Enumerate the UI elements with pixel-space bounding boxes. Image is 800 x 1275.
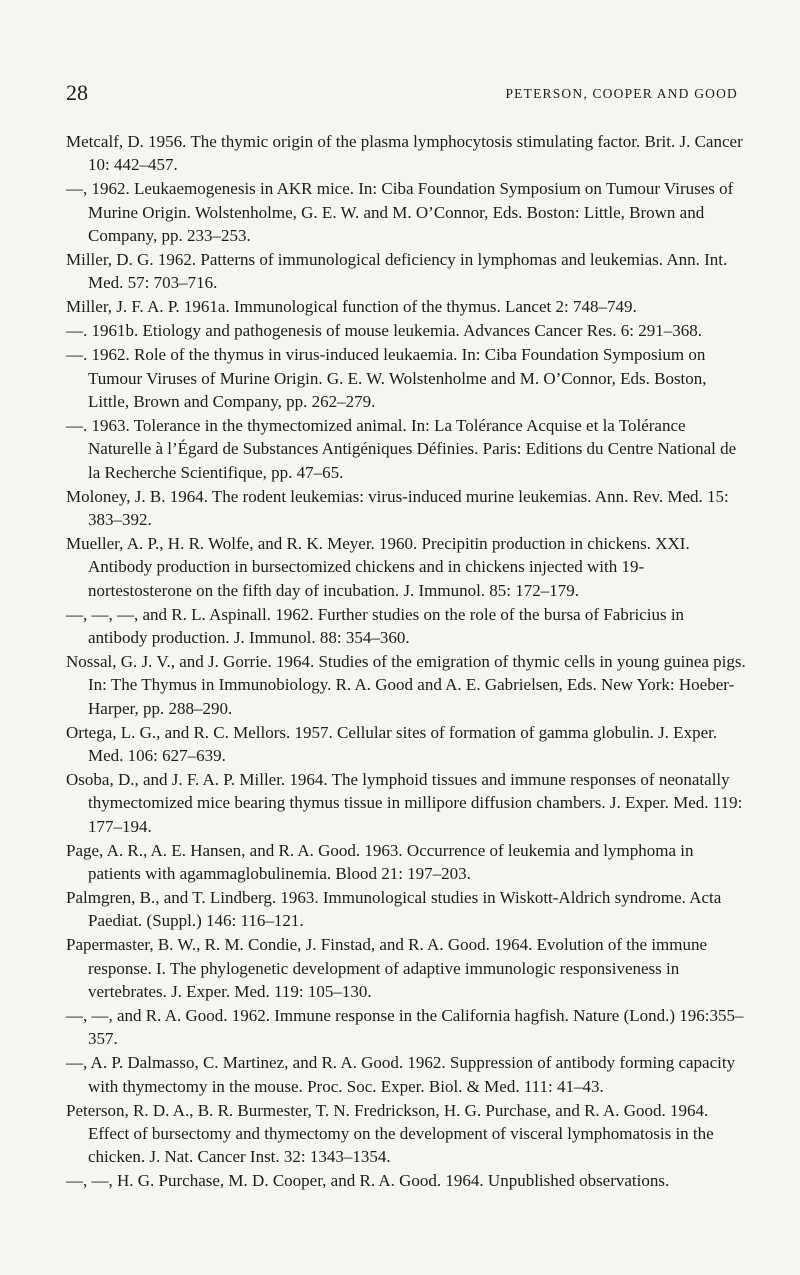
reference-entry: Miller, J. F. A. P. 1961a. Immunological function of the thymus. Lancet 2: 748–749. [66,297,637,317]
reference-entry: Palmgren, B., and T. Lindberg. 1963. Immunological studies in Wiskott-Aldrich syndrome. Acta Paediat. (Suppl.) 146: 116–121. [66,888,722,931]
reference-entry: Osoba, D., and J. F. A. P. Miller. 1964. The lymphoid tissues and immune responses of neonatally thymectomized mice bearing thymus tissue in millipore diffusion chambers. J. Exper. Med. 119: 177–194. [66,769,743,836]
reference-entry: —, —, —, and R. L. Aspinall. 1962. Further studies on the role of the bursa of Fabricius in antibody production. J. Immunol. 88: 354–360. [66,604,685,648]
page-number: 28 [66,80,88,105]
reference-entry: —, —, H. G. Purchase, M. D. Cooper, and R. A. Good. 1964. Unpublished observations. [66,1171,670,1191]
reference-entry: —, 1962. Leukaemogenesis in AKR mice. In: Ciba Foundation Symposium on Tumour Viruses of Murine Origin. Wolstenholme, G. E. W. and M. O’Connor, Eds. Boston: Little, Brown and Company, pp. 233–253. [66,179,734,246]
reference-list [66,130,746,1193]
reference-entry: Page, A. R., A. E. Hansen, and R. A. Good. 1963. Occurrence of leukemia and lymphoma in patients with agammaglobulinemia. Blood 21: 197–203. [66,840,694,884]
reference-entry: Miller, D. G. 1962. Patterns of immunological deficiency in lymphomas and leukemias. Ann. Int. Med. 57: 703–716. [66,250,728,293]
reference-entry: —, A. P. Dalmasso, C. Martinez, and R. A. Good. 1962. Suppression of antibody forming capacity with thymectomy in the mouse. Proc. Soc. Exper. Biol. & Med. 111: 41–43. [66,1053,736,1096]
reference-entry: Ortega, L. G., and R. C. Mellors. 1957. Cellular sites of formation of gamma globulin. J. Exper. Med. 106: 627–639. [66,722,718,766]
reference-entry: Papermaster, B. W., R. M. Condie, J. Finstad, and R. A. Good. 1964. Evolution of the immune response. I. The phylogenetic development of adaptive immunologic responsiveness in vertebrates. J. Exper. Med. 119: 105–130. [66,935,708,1002]
reference-entry: —. 1961b. Etiology and pathogenesis of mouse leukemia. Advances Cancer Res. 6: 291–368. [66,321,702,341]
reference-entry: Metcalf, D. 1956. The thymic origin of the plasma lymphocytosis stimulating factor. Brit. J. Cancer 10: 442–457. [66,132,743,175]
reference-entry: —. 1963. Tolerance in the thymectomized animal. In: La Tolérance Acquise et la Tolérance Naturelle à l’Égard de Substances Antigéniques Définies. Paris: Editions du Centre National de la Recherche Scientifique, pp. 47–65. [66,415,737,482]
running-head: PETERSON, COOPER AND GOOD [505,86,738,101]
reference-entry: Peterson, R. D. A., B. R. Burmester, T. N. Fredrickson, H. G. Purchase, and R. A. Good. 1964. Effect of bursectomy and thymectomy on the development of visceral lymphomatosis in the chicken. J. Nat. Cancer Inst. 32: 1343–1354. [66,1100,714,1167]
reference-entry: Nossal, G. J. V., and J. Gorrie. 1964. Studies of the emigration of thymic cells in young guinea pigs. In: The Thymus in Immunobiology. R. A. Good and A. E. Gabrielsen, Eds. New York: Hoeber-Harper, pp. 288–290. [66,651,746,718]
reference-entry: Mueller, A. P., H. R. Wolfe, and R. K. Meyer. 1960. Precipitin production in chickens. XXI. Antibody production in bursectomized chickens and in chickens injected with 19-nortestosterone on the fifth day of incubation. J. Immunol. 85: 172–179. [66,533,690,600]
reference-entry: —. 1962. Role of the thymus in virus-induced leukaemia. In: Ciba Foundation Symposium on Tumour Viruses of Murine Origin. G. E. W. Wolstenholme and M. O’Connor, Eds. Boston, Little, Brown and Company, pp. 262–279. [66,345,707,411]
reference-entry: —, —, and R. A. Good. 1962. Immune response in the California hagfish. Nature (Lond.) 196:355–357. [66,1006,744,1049]
reference-entry: Moloney, J. B. 1964. The rodent leukemias: virus-induced murine leukemias. Ann. Rev. Med. 15: 383–392. [66,486,729,529]
